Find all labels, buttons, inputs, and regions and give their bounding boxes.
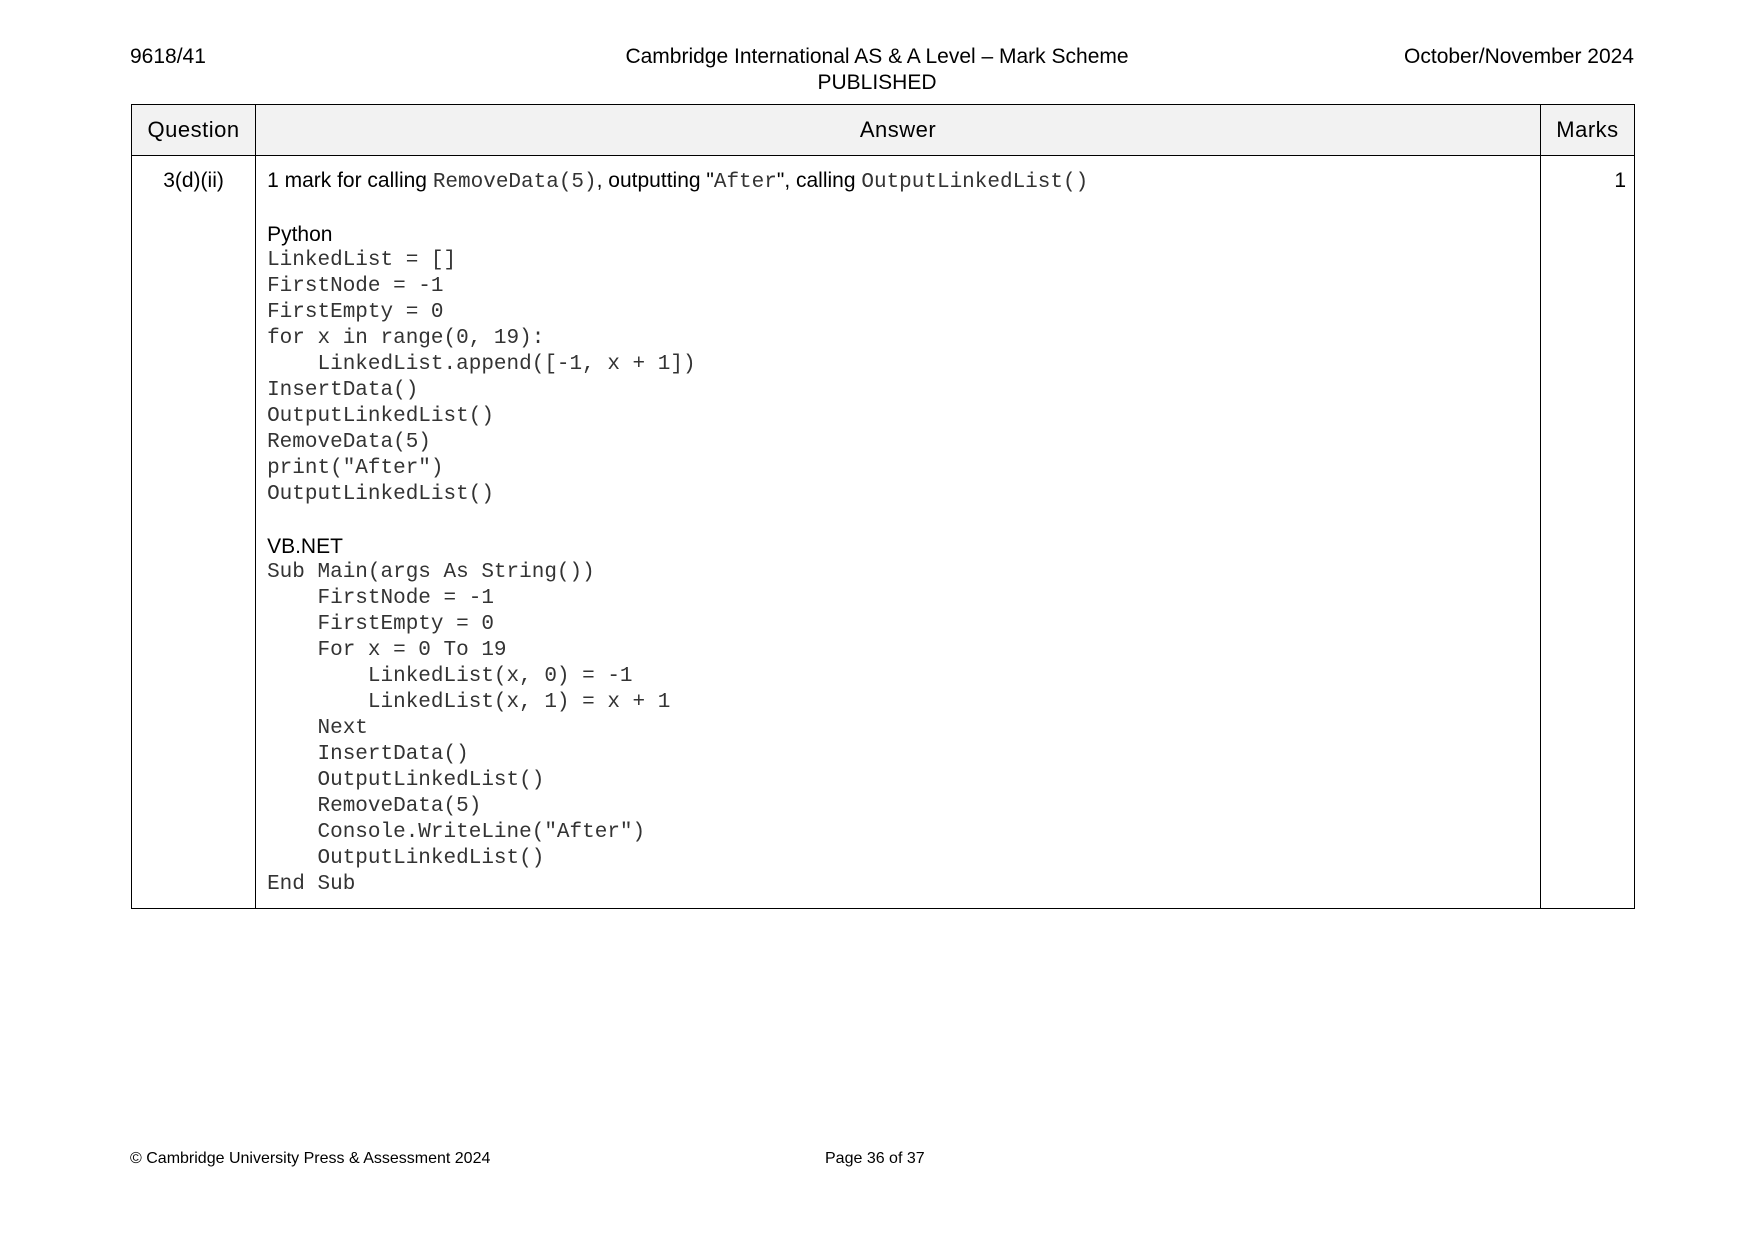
mark-criteria-code-2: After bbox=[713, 171, 777, 194]
mark-criteria-code-3: OutputLinkedList() bbox=[861, 171, 1089, 194]
marks-header: Marks bbox=[1540, 105, 1634, 156]
mark-criteria-text-3: ", calling bbox=[776, 169, 862, 192]
page-number: Page 36 of 37 bbox=[825, 1150, 925, 1167]
table-row bbox=[132, 156, 1635, 909]
mark-scheme-table bbox=[131, 104, 1635, 909]
answer-header: Answer bbox=[256, 105, 1541, 156]
table-header-row bbox=[132, 105, 1635, 156]
question-number: 3(d)(ii) bbox=[132, 156, 256, 909]
marks-value: 1 bbox=[1540, 156, 1634, 909]
document-title-text: Cambridge International AS & A Level – Mark Scheme bbox=[625, 45, 1129, 68]
python-label: Python bbox=[267, 223, 333, 246]
vbnet-code-block: Sub Main(args As String()) FirstNode = -1 FirstEmpty = 0 For x = 0 To 19 LinkedList(x, 0) = -1 LinkedList(x, 1) = x + 1 Next InsertData() OutputLinkedList() RemoveData(5) Console.WriteLine("After") OutputLinkedList() End Sub bbox=[267, 561, 671, 896]
paper-code: 9618/41 bbox=[130, 45, 206, 68]
mark-criteria-text-2: , outputting " bbox=[596, 169, 714, 192]
answer-cell bbox=[256, 156, 1541, 909]
mark-criteria-code-1: RemoveData(5) bbox=[432, 171, 597, 194]
document-subtitle: PUBLISHED bbox=[817, 71, 937, 94]
mark-criteria bbox=[267, 168, 1532, 196]
copyright-notice: © Cambridge University Press & Assessment 2024 bbox=[130, 1150, 491, 1167]
mark-criteria-text-1: 1 mark for calling bbox=[267, 169, 433, 192]
python-code-block: LinkedList = [] FirstNode = -1 FirstEmpty = 0 for x in range(0, 19): LinkedList.append([-1, x + 1]) InsertData() OutputLinkedList() RemoveData(5) print("After") OutputLinkedList() bbox=[267, 249, 696, 506]
question-header: Question bbox=[132, 105, 256, 156]
exam-session: October/November 2024 bbox=[1404, 45, 1634, 68]
vbnet-label: VB.NET bbox=[267, 535, 343, 558]
